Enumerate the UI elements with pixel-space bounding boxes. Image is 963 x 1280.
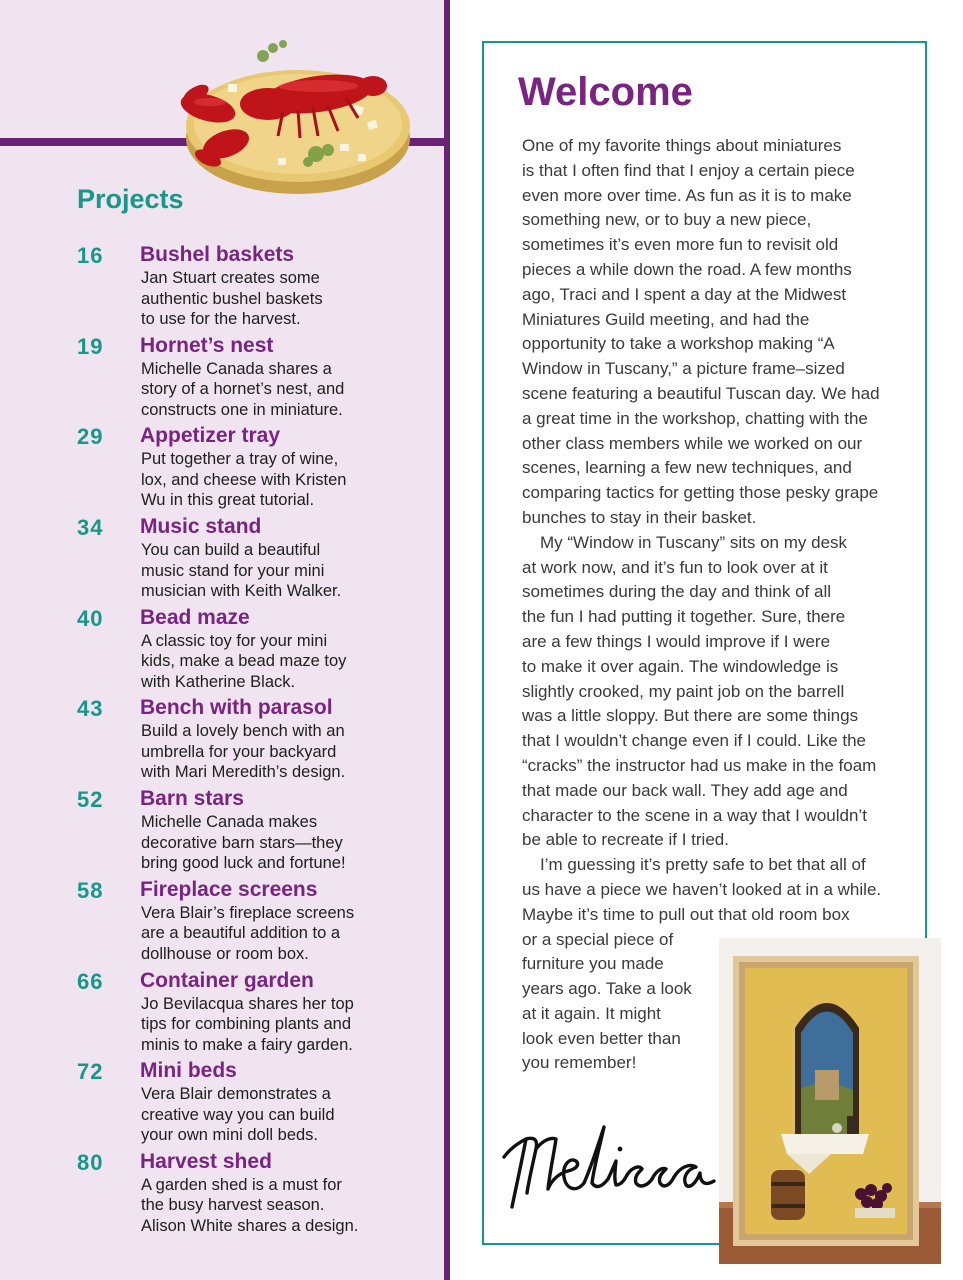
project-description-line: A classic toy for your mini (141, 631, 328, 650)
project-item (77, 334, 437, 425)
letter-line: One of my favorite things about miniatures (522, 136, 842, 155)
letter-line: I’m guessing it’s pretty safe to bet that all of (540, 855, 866, 875)
project-page-number: 66 (77, 968, 104, 994)
project-description-line: Jo Bevilacqua shares her top (141, 994, 354, 1013)
project-list (77, 243, 437, 1241)
project-description-line: You can build a beautiful (141, 541, 321, 560)
letter-line: a great time in the workshop, chatting with the (522, 408, 868, 428)
project-description-line: kids, make a bead maze toy (141, 652, 347, 671)
project-description (141, 540, 441, 602)
vertical-rule (444, 0, 450, 1280)
project-description-line: the busy harvest season. (141, 1196, 325, 1215)
letter-line: that made our back wall. They add age and (522, 780, 848, 800)
letter-line: be able to recreate if I tried. (522, 830, 729, 850)
letter-line: are a few things I would improve if I were (522, 631, 831, 651)
project-description-line: story of a hornet’s nest, and (141, 380, 345, 399)
project-title: Bead maze (140, 605, 250, 629)
letter-line: Maybe it’s time to pull out that old room box (522, 904, 850, 924)
project-item (77, 515, 437, 606)
project-description (141, 903, 441, 965)
project-item (77, 787, 437, 878)
project-description (141, 1084, 441, 1146)
project-description-line: Wu in this great tutorial. (141, 491, 315, 510)
letter-line: comparing tactics for getting those pesky grape (522, 483, 879, 503)
project-item (77, 1150, 437, 1241)
project-description-line: minis to make a fairy garden. (141, 1035, 353, 1054)
project-item (77, 606, 437, 697)
letter-line: the fun I had putting it together. Sure, there (522, 607, 846, 627)
welcome-letter (522, 134, 904, 1076)
letter-line: scenes, learning a few new techniques, and (522, 458, 852, 478)
project-description (141, 268, 441, 330)
project-description-line: your own mini doll beds. (141, 1126, 319, 1145)
project-page-number: 72 (77, 1059, 104, 1085)
projects-heading: Projects (77, 184, 184, 214)
letter-line: Miniatures Guild meeting, and had the (522, 309, 810, 329)
project-description-line: with Mari Meredith’s design. (141, 763, 346, 782)
project-description-line: are a beautiful addition to a (141, 924, 341, 943)
letter-line: years ago. Take a look (522, 979, 692, 999)
signature (500, 1105, 720, 1215)
project-description (141, 721, 441, 783)
project-title: Container garden (140, 968, 314, 992)
project-page-number: 40 (77, 605, 104, 631)
letter-line: opportunity to take a workshop making “A (522, 334, 835, 354)
project-description-line: to use for the harvest. (141, 310, 301, 328)
project-title: Barn stars (140, 787, 244, 811)
letter-line: something new, or to buy a new piece, (522, 210, 812, 230)
project-description-line: Michelle Canada makes (141, 813, 318, 832)
project-title: Appetizer tray (140, 424, 281, 448)
project-item (77, 424, 437, 515)
letter-line: Window in Tuscany,” a picture frame–sized (522, 359, 845, 379)
project-description-line: Vera Blair’s fireplace screens (141, 903, 355, 922)
project-page-number: 34 (77, 515, 104, 541)
letter-line: other class members while we worked on our (522, 433, 863, 453)
letter-line: us have a piece we haven’t looked at in a while. (522, 879, 882, 899)
project-description-line: decorative barn stars—they (141, 833, 343, 852)
letter-line: at work now, and it’s fun to look over at it (522, 557, 828, 577)
project-page-number: 43 (77, 696, 104, 722)
project-description-line: Jan Stuart creates some (141, 269, 320, 287)
letter-line: sometimes during the day and think of all (522, 582, 832, 602)
window-in-tuscany-photo (719, 938, 941, 1264)
letter-line: sometimes it’s even more fun to revisit old (522, 235, 839, 255)
letter-line: or a special piece of (522, 929, 674, 949)
project-title: Harvest shed (140, 1149, 272, 1173)
project-description (141, 994, 441, 1056)
lobster-platter-photo (168, 26, 418, 201)
project-page-number: 19 (77, 333, 104, 359)
letter-line: that I wouldn’t change even if I could. Like the (522, 731, 867, 751)
letter-line: bunches to stay in their basket. (522, 507, 757, 527)
project-page-number: 29 (77, 424, 104, 450)
project-title: Music stand (140, 515, 262, 539)
letter-line: furniture you made (522, 954, 664, 974)
letter-line: My “Window in Tuscany” sits on my desk (540, 532, 848, 552)
project-description-line: creative way you can build (141, 1105, 335, 1124)
project-item (77, 969, 437, 1060)
project-description-line: Put together a tray of wine, (141, 450, 339, 469)
project-description (141, 1175, 441, 1237)
letter-line: ago, Traci and I spent a day at the Midwest (522, 284, 847, 304)
project-title: Mini beds (140, 1059, 237, 1083)
project-description (141, 359, 441, 421)
project-title: Bench with parasol (140, 696, 333, 720)
project-item (77, 1059, 437, 1150)
welcome-heading: Welcome (518, 70, 693, 114)
project-description (141, 631, 441, 693)
project-title: Fireplace screens (140, 877, 318, 901)
project-item (77, 243, 437, 334)
project-description-line: Build a lovely bench with an (141, 722, 345, 741)
project-description (141, 449, 441, 511)
letter-line: was a little sloppy. But there are some things (522, 706, 859, 726)
project-description (141, 812, 441, 874)
project-description-line: dollhouse or room box. (141, 944, 309, 963)
project-item (77, 878, 437, 969)
project-description-line: tips for combining plants and (141, 1015, 352, 1033)
letter-line: even more over time. As fun as it is to make (522, 185, 852, 205)
letter-line: scene featuring a beautiful Tuscan day. We had (522, 383, 880, 403)
project-description-line: Alison White shares a design. (141, 1216, 359, 1235)
project-description-line: lox, and cheese with Kristen (141, 470, 347, 489)
project-description-line: musician with Keith Walker. (141, 582, 342, 601)
project-description-line: with Katherine Black. (141, 672, 296, 691)
letter-line: look even better than (522, 1028, 681, 1048)
project-description-line: bring good luck and fortune! (141, 854, 346, 873)
project-description-line: authentic bushel baskets (141, 289, 323, 308)
project-description-line: music stand for your mini (141, 561, 325, 580)
project-page-number: 80 (77, 1149, 104, 1175)
letter-line: character to the scene in a way that I wouldn’t (522, 805, 867, 825)
project-title: Bushel baskets (140, 243, 295, 266)
letter-line: “cracks” the instructor had us make in the foam (522, 755, 877, 775)
letter-line: you remember! (522, 1053, 637, 1073)
letter-line: pieces a while down the road. A few months (522, 259, 852, 279)
project-description-line: Michelle Canada shares a (141, 359, 332, 378)
project-description-line: Vera Blair demonstrates a (141, 1085, 331, 1104)
project-page-number: 16 (77, 243, 104, 268)
letter-line: is that I often find that I enjoy a certain piece (522, 160, 855, 180)
project-title: Hornet’s nest (140, 333, 274, 357)
project-page-number: 58 (77, 877, 104, 903)
project-description-line: A garden shed is a must for (141, 1175, 342, 1194)
project-item (77, 696, 437, 787)
letter-line: slightly crooked, my paint job on the barrell (522, 681, 845, 701)
project-description-line: umbrella for your backyard (141, 742, 337, 761)
letter-line: to make it over again. The windowledge is (522, 656, 839, 676)
project-description-line: constructs one in miniature. (141, 400, 343, 419)
project-page-number: 52 (77, 787, 104, 813)
letter-line: at it again. It might (522, 1003, 661, 1023)
